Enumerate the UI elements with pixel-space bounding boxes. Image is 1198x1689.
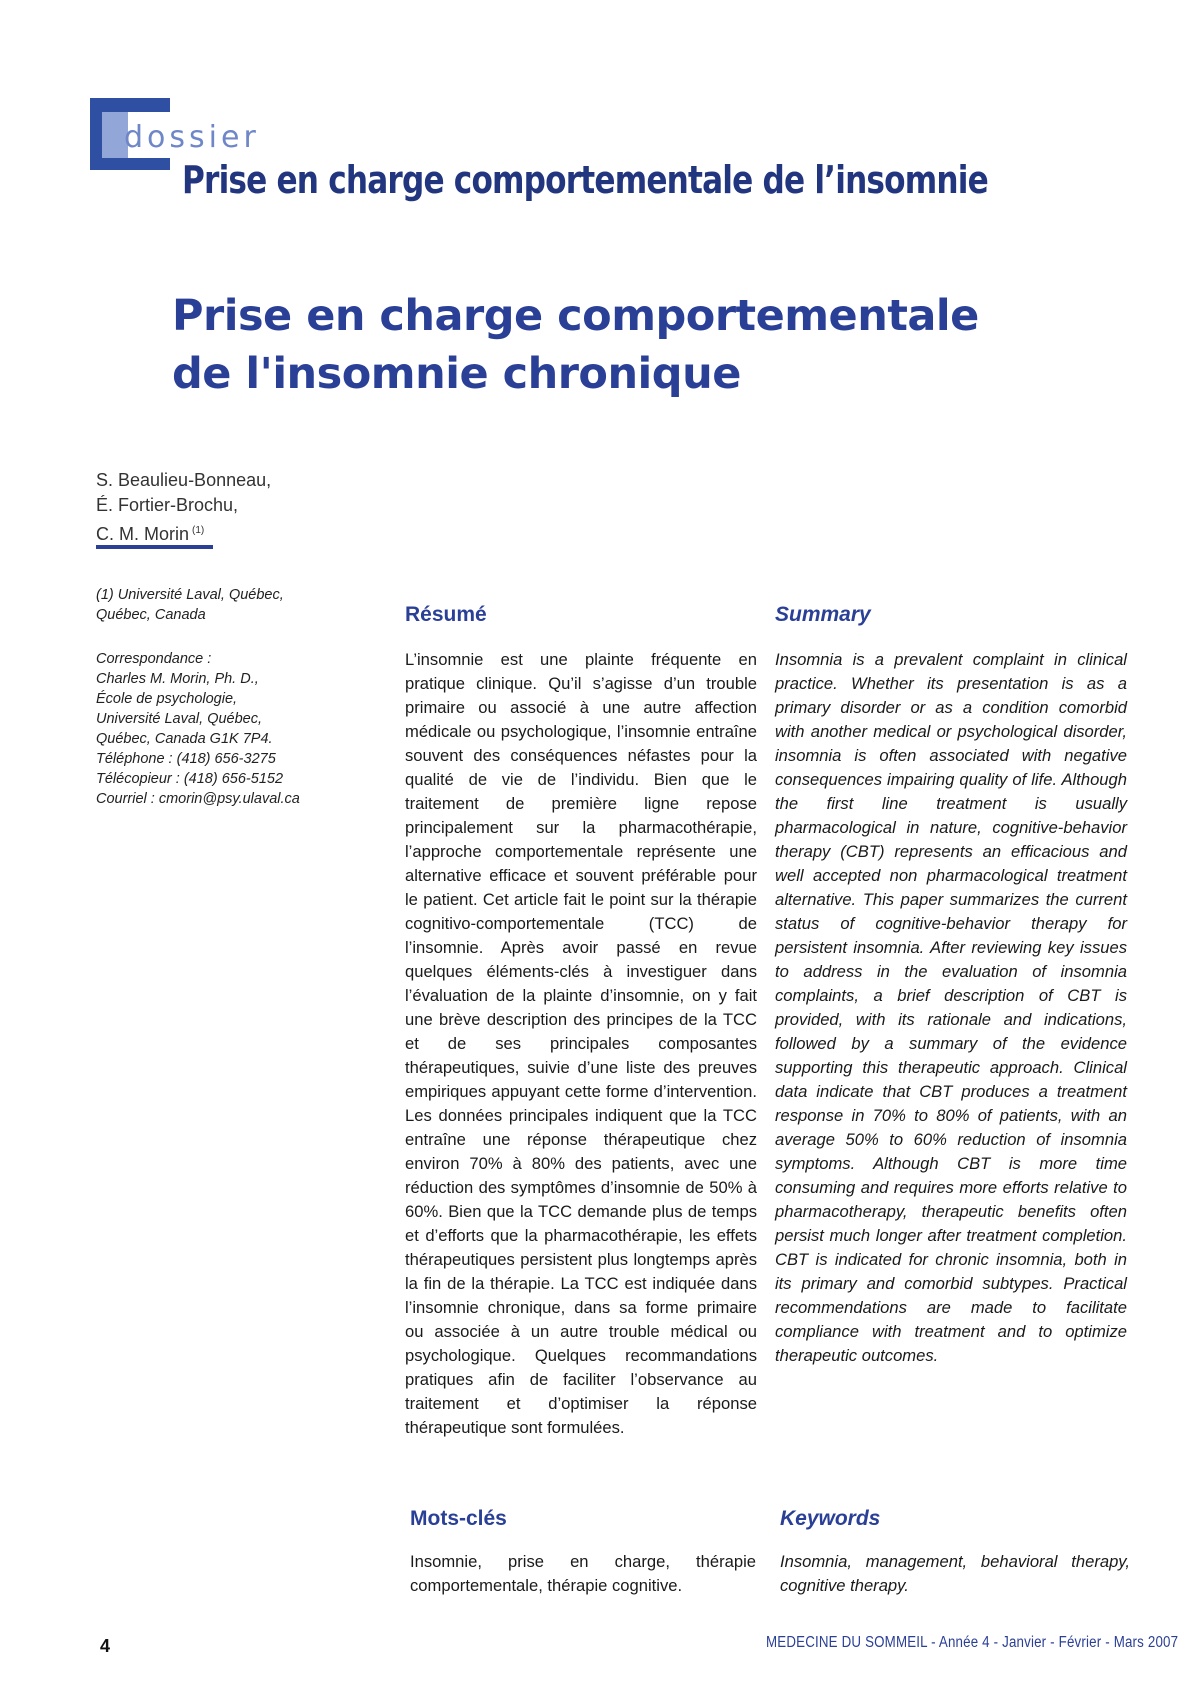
author-divider: [96, 545, 213, 549]
correspondence-line: Correspondance :: [96, 651, 212, 667]
resume-text: L’insomnie est une plainte fréquente en pratique clinique. Qu’il s’agisse d’un trouble primaire ou associé à une autre affection médicale ou psychologique, l’insomnie entraîne souvent des conséquences néfastes pour la qualité de vie de l’individu. Bien que le traitement de première ligne repose principalement sur la pharmacothérapie, l’approche comportementale représente une alternative efficace et souvent préférable pour le patient. Cet article fait le point sur la thérapie cognitivo-comportementale (TCC) de l’insomnie. Après avoir passé en revue quelques éléments-clés à investiguer dans l’évaluation de la plainte d’insomnie, on y fait une brève description des principes de la TCC et de ses principales composantes thérapeutiques, suivie d’une liste des preuves empiriques appuyant cette forme d’intervention. Les données principales indiquent que la TCC entraîne une réponse thérapeutique chez environ 70% à 80% des patients, avec une réduction des symptômes d’insomnie de 50% à 60%. Bien que la TCC demande plus de temps et d’efforts que la pharmacothérapie, les effets thérapeutiques persistent plus longtemps après la fin de la thérapie. La TCC est indiquée dans l’insomnie chronique, dans sa forme primaire ou associée à un autre trouble médical ou psychologique. Quelques recommandations pratiques afin de faciliter l’observance au traitement et d’optimiser la réponse thérapeutique sont formulées.: [405, 650, 757, 1437]
page-number: 4: [100, 1636, 111, 1656]
affiliation-line-1: (1) Université Laval, Québec,: [96, 587, 284, 603]
author-list: [96, 468, 271, 547]
author-note: (1): [192, 525, 205, 536]
section-label: dossier: [124, 120, 260, 155]
author-3: C. M. Morin: [96, 524, 190, 544]
correspondence-fax: Télécopieur : (418) 656-5152: [96, 771, 284, 787]
correspondence-line: Charles M. Morin, Ph. D.,: [96, 671, 259, 687]
journal-footer: MEDECINE DU SOMMEIL - Année 4 - Janvier - Février - Mars 2007: [766, 1634, 1179, 1651]
affiliation-line-2: Québec, Canada: [96, 607, 206, 623]
summary-text: Insomnia is a prevalent complaint in clinical practice. Whether its presentation is as a primary disorder or as a condition comorbid with another medical or psychological disorder, insomnia is often associated with negative consequences impairing quality of life. Although the first line treatment is usually pharmacological in nature, cognitive-behavior therapy (CBT) represents an efficacious and well accepted non pharmacological treatment alternative. This paper summarizes the current status of cognitive-behavior therapy for persistent insomnia. After reviewing key issues to address in the evaluation of insomnia complaints, a brief description of CBT is provided, with its rationale and indications, followed by a summary of the evidence supporting this therapeutic approach. Clinical data indicate that CBT produces a treatment response in 70% to 80% of patients, with an average 50% to 60% reduction of insomnia symptoms. Although CBT is more time consuming and requires more efforts relative to pharmacotherapy, therapeutic benefits often persist much longer after treatment completion. CBT is indicated for chronic insomnia, both in its primary and comorbid subtypes. Practical recommendations are made to facilitate compliance with treatment and to optimize therapeutic outcomes.: [775, 650, 1127, 1365]
motscles-heading: Mots-clés: [410, 1507, 507, 1530]
resume-heading: Résumé: [405, 603, 487, 626]
author-2: É. Fortier-Brochu,: [96, 495, 239, 515]
article-title-line-1: Prise en charge comportementale: [172, 291, 979, 341]
author-1: S. Beaulieu-Bonneau,: [96, 470, 272, 490]
summary-heading: Summary: [775, 603, 871, 626]
article-title: [172, 287, 1072, 403]
keywords-text: Insomnia, management, behavioral therapy, cognitive therapy.: [780, 1552, 1130, 1595]
keywords-heading: Keywords: [780, 1507, 881, 1530]
correspondence-email: Courriel : cmorin@psy.ulaval.ca: [96, 791, 300, 807]
motscles-text: Insomnie, prise en charge, thérapie comportementale, thérapie cognitive.: [410, 1552, 756, 1595]
correspondence-line: École de psychologie,: [96, 691, 238, 707]
affiliation-block: [96, 585, 366, 809]
running-title: Prise en charge comportementale de l’insomnie: [182, 158, 988, 202]
correspondence-line: Québec, Canada G1K 7P4.: [96, 731, 273, 747]
article-title-line-2: de l'insomnie chronique: [172, 349, 741, 399]
correspondence-phone: Téléphone : (418) 656-3275: [96, 751, 276, 767]
correspondence-line: Université Laval, Québec,: [96, 711, 263, 727]
